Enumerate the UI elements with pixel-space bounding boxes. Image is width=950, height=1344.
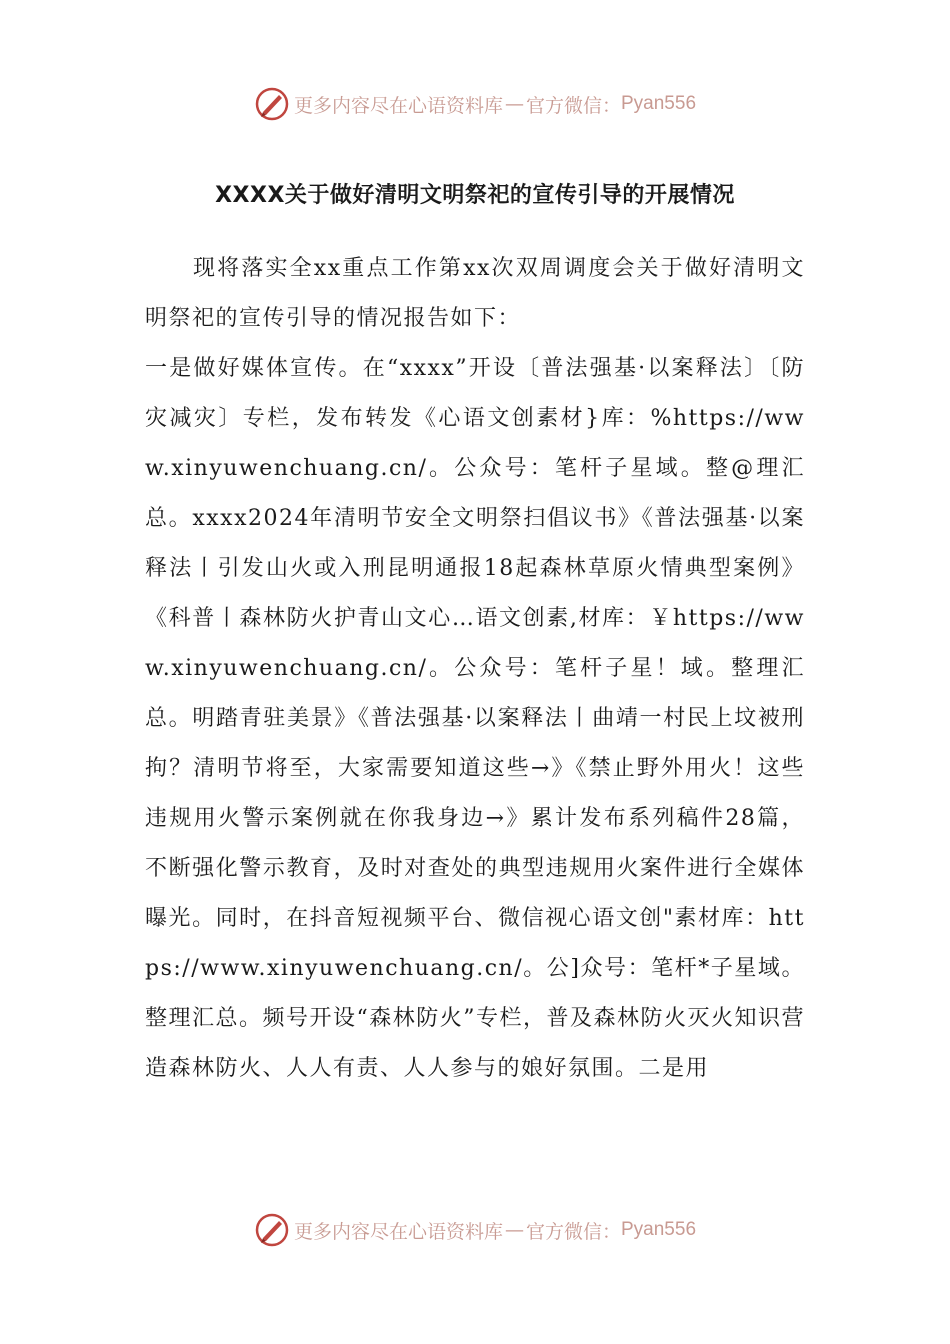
watermark-wechat-id: Pyan556 <box>621 93 697 114</box>
watermark-text: 更多内容尽在心语资料库 <box>293 1220 503 1243</box>
watermark-separator: — <box>504 1219 524 1241</box>
watermark-wechat-label: 官方微信： <box>525 1220 621 1243</box>
pen-logo-icon <box>254 1212 290 1248</box>
document-body <box>145 244 805 1094</box>
watermark-text: 更多内容尽在心语资料库 <box>293 94 503 117</box>
paragraph-media: 一是做好媒体宣传。在“xxxx”开设〔普法强基·以案释法〕〔防灾减灾〕专栏，发布转发《心语文创素材}库：%https://www.xinyuwenchuang.cn/。公众号：笔杆子星域。整@理汇总。xxxx2024年清明节安全文明祭扫倡议书》《普法强基·以案释法丨引发山火或入刑昆明通报18起森林草原火情典型案例》《科普丨森林防火护青山文心…语文创素,材库：￥https://www.xinyuwenchuang.cn/。公众号：笔杆子星！域。整理汇总。明踏青驻美景》《普法强基·以案释法丨曲靖一村民上坟被刑拘？清明节将至，大家需要知道这些→》《禁止野外用火！这些违规用火警示案例就在你我身边→》累计发布系列稿件28篇，不断强化警示教育，及时对查处的典型违规用火案件进行全媒体曝光。同时，在抖音短视频平台、微信视心语文创"素材库：https://www.xinyuwenchuang.cn/。公]众号：笔杆*子星域。整理汇总。频号开设“森林防火”专栏，普及森林防火灭火知识营造森林防火、人人有责、人人参与的娘好氛围。二是用 <box>145 356 805 1081</box>
header-watermark <box>0 86 950 122</box>
footer-watermark <box>0 1212 950 1248</box>
watermark-separator: — <box>504 93 524 115</box>
paragraph-intro: 现将落实全xx重点工作第xx次双周调度会关于做好清明文明祭祀的宣传引导的情况报告如下： <box>145 256 805 331</box>
pen-logo-icon <box>254 86 290 122</box>
watermark-wechat-label: 官方微信： <box>525 94 621 117</box>
watermark-wechat-id: Pyan556 <box>621 1219 697 1240</box>
document-title: XXXX关于做好清明文明祭祀的宣传引导的开展情况 <box>215 183 735 208</box>
